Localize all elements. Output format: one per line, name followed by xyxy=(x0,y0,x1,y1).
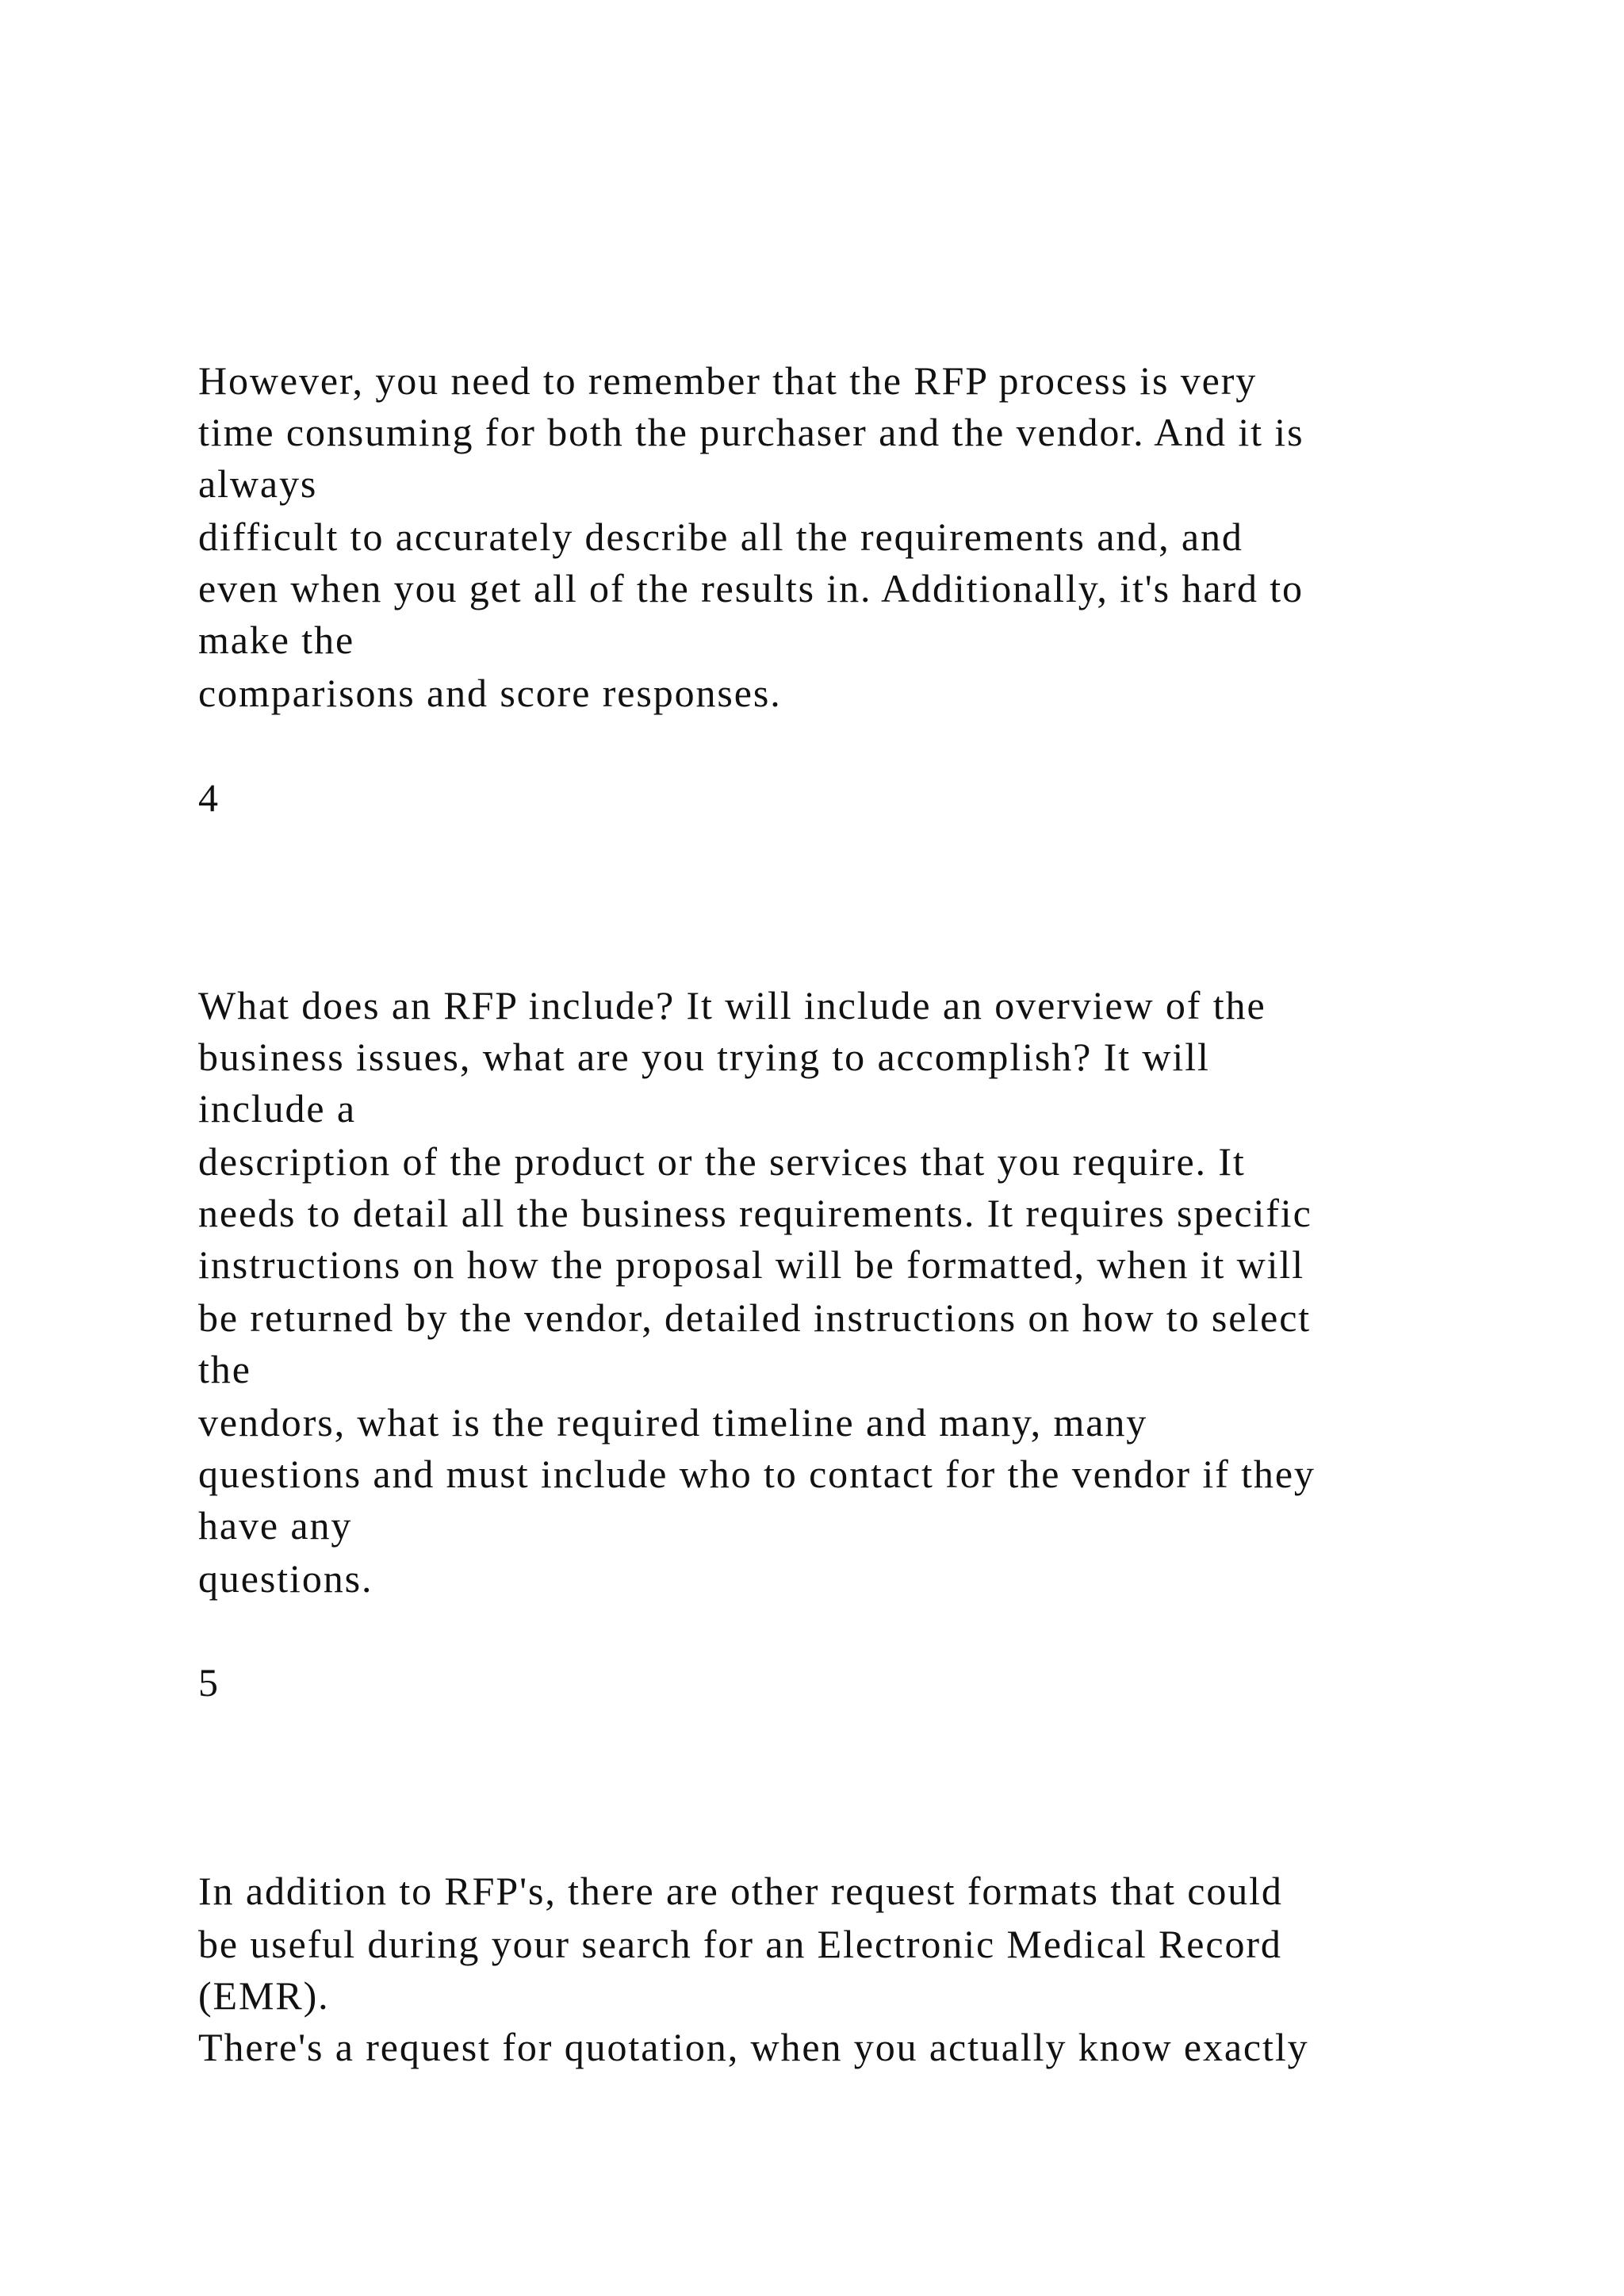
paragraph-2-line-3: include a xyxy=(198,1086,356,1131)
paragraph-3-line-4: There's a request for quotation, when you actually know exactly xyxy=(198,2025,1309,2069)
paragraph-2-line-12: questions. xyxy=(198,1556,373,1601)
paragraph-3-line-3: (EMR). xyxy=(198,1973,330,2018)
paragraph-2-line-2: business issues, what are you trying to accomplish? It will xyxy=(198,1035,1210,1079)
paragraph-2-line-1: What does an RFP include? It will include an overview of the xyxy=(198,983,1266,1027)
paragraph-2-line-4: description of the product or the services that you require. It xyxy=(198,1139,1246,1184)
paragraph-1-line-1: However, you need to remember that the RFP process is very xyxy=(198,358,1258,403)
paragraph-1-line-3: always xyxy=(198,461,318,506)
paragraph-2-line-5: needs to detail all the business requirements. It requires specific xyxy=(198,1191,1312,1235)
slide-number-4: 4 xyxy=(198,775,220,820)
paragraph-2-line-8: the xyxy=(198,1347,251,1391)
paragraph-2-line-10: questions and must include who to contact for the vendor if they xyxy=(198,1452,1316,1496)
paragraph-1-line-7: comparisons and score responses. xyxy=(198,671,782,715)
paragraph-2-line-6: instructions on how the proposal will be formatted, when it will xyxy=(198,1242,1305,1287)
paragraph-1-line-6: make the xyxy=(198,618,355,662)
paragraph-3-line-1: In addition to RFP's, there are other request formats that could xyxy=(198,1869,1283,1913)
paragraph-2-line-11: have any xyxy=(198,1503,353,1548)
paragraph-2-line-9: vendors, what is the required timeline and many, many xyxy=(198,1400,1148,1445)
paragraph-1-line-2: time consuming for both the purchaser and the vendor. And it is xyxy=(198,410,1304,454)
paragraph-3-line-2: be useful during your search for an Electronic Medical Record xyxy=(198,1922,1282,1966)
paragraph-2-line-7: be returned by the vendor, detailed instructions on how to select xyxy=(198,1295,1312,1340)
slide-number-5: 5 xyxy=(198,1660,220,1705)
paragraph-1-line-5: even when you get all of the results in. Additionally, it's hard to xyxy=(198,566,1304,610)
paragraph-1-line-4: difficult to accurately describe all the requirements and, and xyxy=(198,515,1243,559)
